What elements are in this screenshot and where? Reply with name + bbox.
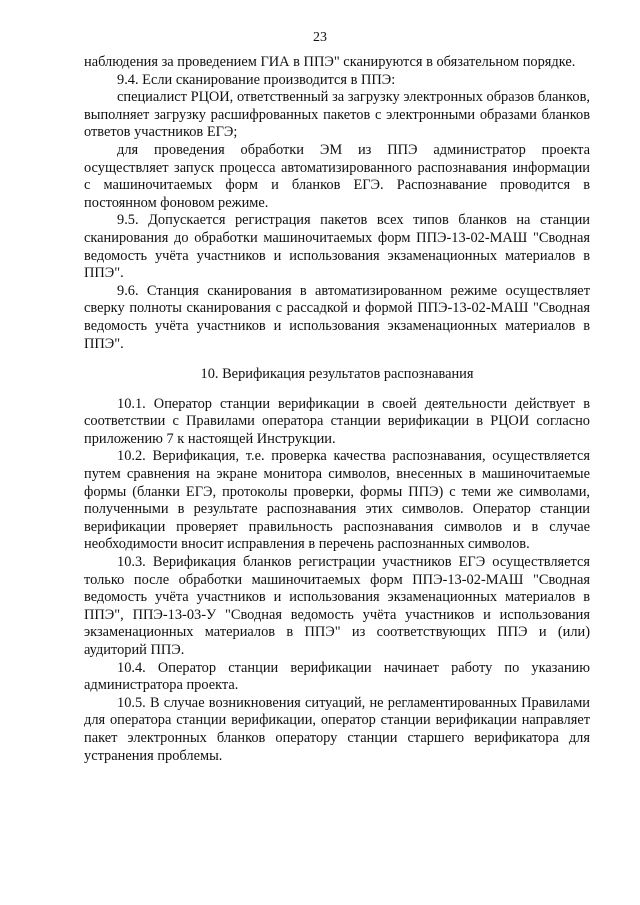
- paragraph: специалист РЦОИ, ответственный за загрузку электронных образов бланков, выполняет загрузку расшифрованных пакетов с электронными образами бланков ответов участников ЕГЭ;: [84, 89, 590, 141]
- section-heading: 10. Верификация результатов распознавания: [200, 366, 474, 383]
- paragraph: 9.4. Если сканирование производится в ППЭ:: [117, 71, 396, 88]
- paragraph: 10.3. Верификация бланков регистрации участников ЕГЭ осуществляется только после обработки машиночитаемых форм ППЭ-13-02-МАШ "Сводная ведомость учёта участников и использования экзаменационных материалов в ППЭ", ППЭ-13-03-У "Сводная ведомость учёта участников и использования экзаменационных материалов в ППЭ" из соответствующих ППЭ и (или) аудиторий ППЭ.: [84, 554, 590, 658]
- paragraph: 9.5. Допускается регистрация пакетов всех типов бланков на станции сканирования до обработки машиночитаемых форм ППЭ-13-02-МАШ "Сводная ведомость учёта участников и использования экзаменационных материалов в ППЭ".: [84, 212, 590, 282]
- paragraph: 10.2. Верификация, т.е. проверка качества распознавания, осуществляется путем сравнения на экране монитора символов, внесенных в машиночитаемые формы (бланки ЕГЭ, протоколы проверки, формы ППЭ) с теми же символами, полученными в результате распознавания этих символов. Оператор станции верификации проверяет правильность распознавания символов и в случае необходимости вносит исправления в перечень распознанных символов.: [84, 448, 590, 553]
- paragraph: 9.6. Станция сканирования в автоматизированном режиме осуществляет сверку полноты сканирования с рассадкой и формой ППЭ-13-02-МАШ "Сводная ведомость учёта участников и использования экзаменационных материалов в ППЭ".: [84, 282, 590, 352]
- paragraph: наблюдения за проведением ГИА в ППЭ" сканируются в обязательном порядке.: [84, 54, 576, 70]
- page-number: 23: [313, 30, 327, 45]
- paragraph: 10.5. В случае возникновения ситуаций, не регламентированных Правилами для оператора станции верификации, оператор станции верификации направляет пакет электронных бланков оператору станции старшего верификатора для устранения проблемы.: [84, 694, 590, 764]
- paragraph: 10.4. Оператор станции верификации начинает работу по указанию администратора проекта.: [84, 659, 590, 694]
- document-body: [84, 54, 590, 765]
- paragraph: для проведения обработки ЭМ из ППЭ администратор проекта осуществляет запуск процесса автоматизированного распознавания информации с машиночитаемых форм и бланков ЕГЭ. Распознавание проводится в постоянном фоновом режиме.: [84, 141, 590, 211]
- paragraph: 10.1. Оператор станции верификации в своей деятельности действует в соответствии с Правилами оператора станции верификации в РЦОИ согласно приложению 7 к настоящей Инструкции.: [84, 395, 590, 447]
